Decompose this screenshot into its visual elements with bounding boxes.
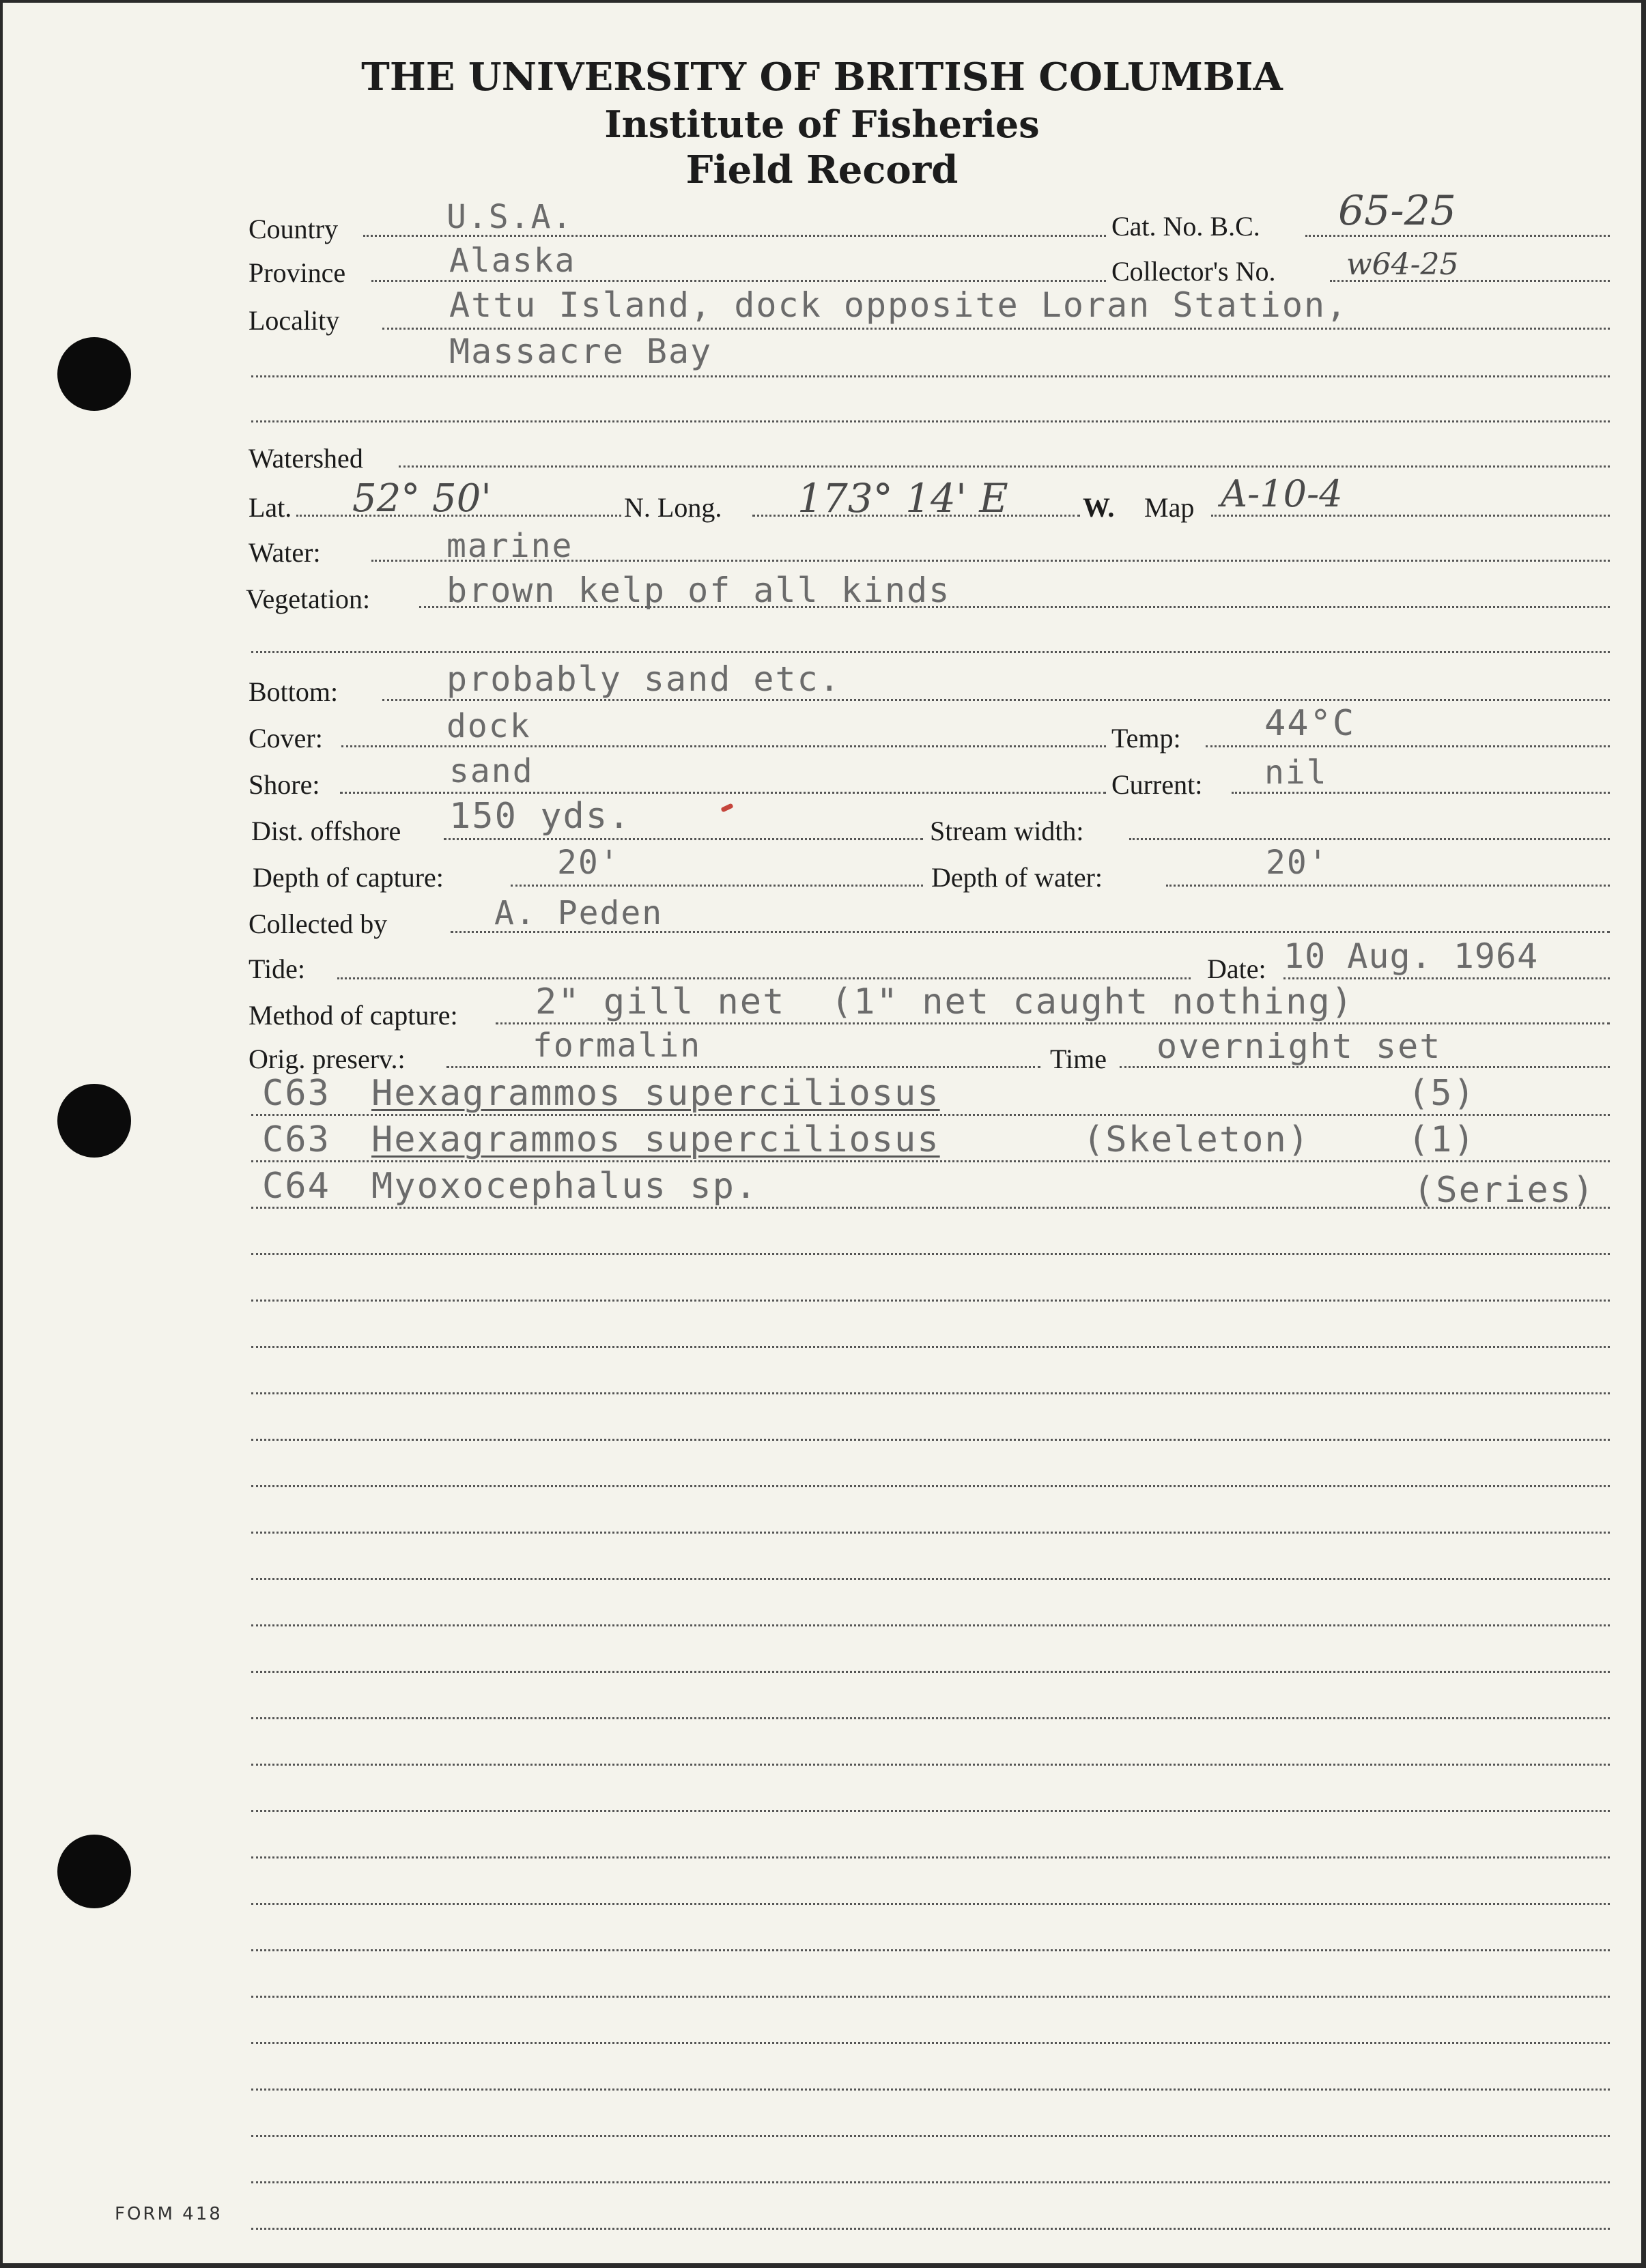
specimen-count: (Series) (1413, 1170, 1595, 1211)
ruled-line (251, 1392, 1610, 1394)
cover-line (341, 745, 1106, 747)
method-line (496, 1022, 1610, 1024)
water-label: Water: (249, 537, 321, 568)
ruled-line (251, 2181, 1610, 2183)
water-value: marine (446, 527, 573, 565)
record-title: Field Record (685, 147, 959, 192)
red-ink-mark (720, 803, 733, 813)
lat-value: 52° 50' (352, 476, 492, 521)
watershed-label: Watershed (249, 443, 363, 474)
ruled-line (251, 1578, 1610, 1580)
specimen-code: C63 (262, 1073, 330, 1114)
ruled-line (251, 1949, 1610, 1951)
cover-value: dock (446, 707, 531, 745)
temp-value: 44°C (1264, 703, 1356, 744)
ruled-line (251, 1253, 1610, 1255)
institute-title: Institute of Fisheries (604, 102, 1040, 146)
cover-label: Cover: (249, 723, 323, 753)
ruled-line (251, 1300, 1610, 1302)
date-value: 10 Aug. 1964 (1283, 936, 1539, 976)
specimen-code: C63 (262, 1119, 330, 1160)
ruled-line (251, 1624, 1610, 1626)
specimen-line-2 (251, 1160, 1610, 1162)
punch-hole (57, 337, 131, 411)
ruled-line (251, 1903, 1610, 1905)
collected-by-label: Collected by (249, 908, 388, 939)
ruled-line (251, 1439, 1610, 1441)
specimen-name: Hexagrammos superciliosus (371, 1119, 940, 1160)
depth-water-value: 20' (1266, 844, 1329, 882)
specimen-name: Hexagrammos superciliosus (371, 1073, 940, 1114)
dist-offshore-value: 150 yds. (449, 796, 632, 837)
ruled-line (251, 1346, 1610, 1348)
university-title: THE UNIVERSITY OF BRITISH COLUMBIA (361, 55, 1283, 100)
specimen-count: (1) (1408, 1119, 1476, 1160)
cat-no-label: Cat. No. B.C. (1111, 211, 1260, 242)
orig-preserv-label: Orig. preserv.: (249, 1044, 406, 1074)
locality-value-2: Massacre Bay (449, 332, 713, 371)
temp-line (1206, 745, 1610, 747)
ruled-line (251, 2088, 1610, 2091)
country-value: U.S.A. (446, 198, 573, 236)
collected-by-value: A. Peden (494, 894, 664, 932)
ruled-line (251, 1485, 1610, 1487)
vegetation-value: brown kelp of all kinds (446, 571, 951, 610)
cat-no-value: 65-25 (1338, 187, 1456, 235)
vegetation-line-2 (251, 651, 1610, 653)
ruled-line (251, 1671, 1610, 1673)
time-value: overnight set (1157, 1027, 1442, 1066)
long-value: 173° 14' E (797, 475, 1008, 521)
punch-hole (57, 1835, 131, 1908)
collectors-no-label: Collector's No. (1111, 256, 1276, 287)
lat-label: Lat. (249, 492, 292, 523)
date-line (1283, 977, 1610, 979)
province-value: Alaska (449, 242, 576, 280)
punch-hole (57, 1084, 131, 1158)
specimen-line-3 (251, 1207, 1610, 1209)
bottom-value: probably sand etc. (446, 659, 841, 699)
ruled-line (251, 2042, 1610, 2044)
temp-label: Temp: (1111, 723, 1181, 753)
ruled-line (251, 2228, 1610, 2230)
shore-label: Shore: (249, 769, 320, 800)
specimen-count: (5) (1408, 1073, 1476, 1114)
depth-water-label: Depth of water: (931, 862, 1103, 893)
orig-preserv-line (446, 1066, 1040, 1068)
dist-offshore-label: Dist. offshore (251, 816, 401, 846)
map-label: Map (1144, 492, 1195, 523)
tide-line (337, 977, 1191, 979)
current-line (1232, 792, 1610, 794)
ruled-line (251, 1532, 1610, 1534)
locality-line-3 (251, 420, 1610, 422)
specimen-line-1 (251, 1114, 1610, 1116)
date-label: Date: (1207, 953, 1266, 984)
ruled-line (251, 1996, 1610, 1998)
form-number: FORM 418 (115, 2204, 223, 2224)
current-label: Current: (1111, 769, 1203, 800)
depth-capture-line (511, 885, 923, 887)
specimen-code: C64 (262, 1166, 330, 1207)
stream-width-line (1129, 838, 1610, 840)
locality-value-1: Attu Island, dock opposite Loran Station, (449, 285, 1348, 325)
bottom-label: Bottom: (249, 676, 339, 707)
n-long-label: N. Long. (624, 492, 722, 523)
orig-preserv-value: formalin (533, 1027, 702, 1065)
province-line (371, 280, 1106, 282)
depth-capture-value: 20' (557, 844, 621, 882)
locality-line-1 (382, 328, 1610, 330)
map-value: A-10-4 (1221, 472, 1343, 515)
specimen-note: (Skeleton) (1083, 1119, 1311, 1160)
tide-label: Tide: (249, 953, 306, 984)
ruled-line (251, 1717, 1610, 1719)
current-value: nil (1264, 753, 1328, 792)
shore-value: sand (449, 752, 534, 790)
collectors-no-value: w64-25 (1346, 247, 1459, 282)
bottom-line (382, 699, 1610, 701)
ruled-line (251, 1764, 1610, 1766)
ruled-line (251, 1856, 1610, 1858)
locality-label: Locality (249, 305, 340, 336)
country-label: Country (249, 214, 339, 244)
cat-no-line (1305, 235, 1610, 237)
watershed-line (399, 465, 1610, 468)
ruled-line (251, 1810, 1610, 1812)
ruled-line (251, 2135, 1610, 2137)
time-line (1120, 1066, 1610, 1068)
field-record-card (3, 3, 1641, 2263)
dist-offshore-line (444, 838, 923, 840)
depth-capture-label: Depth of capture: (253, 862, 444, 893)
ew-label: W. (1083, 492, 1115, 523)
locality-line-2 (251, 375, 1610, 377)
shore-line (340, 792, 1106, 794)
time-label: Time (1050, 1044, 1107, 1074)
depth-water-line (1166, 885, 1610, 887)
stream-width-label: Stream width: (930, 816, 1084, 846)
method-label: Method of capture: (249, 1000, 458, 1031)
specimen-name: Myoxocephalus sp. (371, 1166, 758, 1207)
vegetation-label: Vegetation: (246, 584, 371, 614)
province-label: Province (249, 257, 346, 288)
method-value: 2" gill net (1" net caught nothing) (535, 981, 1354, 1022)
